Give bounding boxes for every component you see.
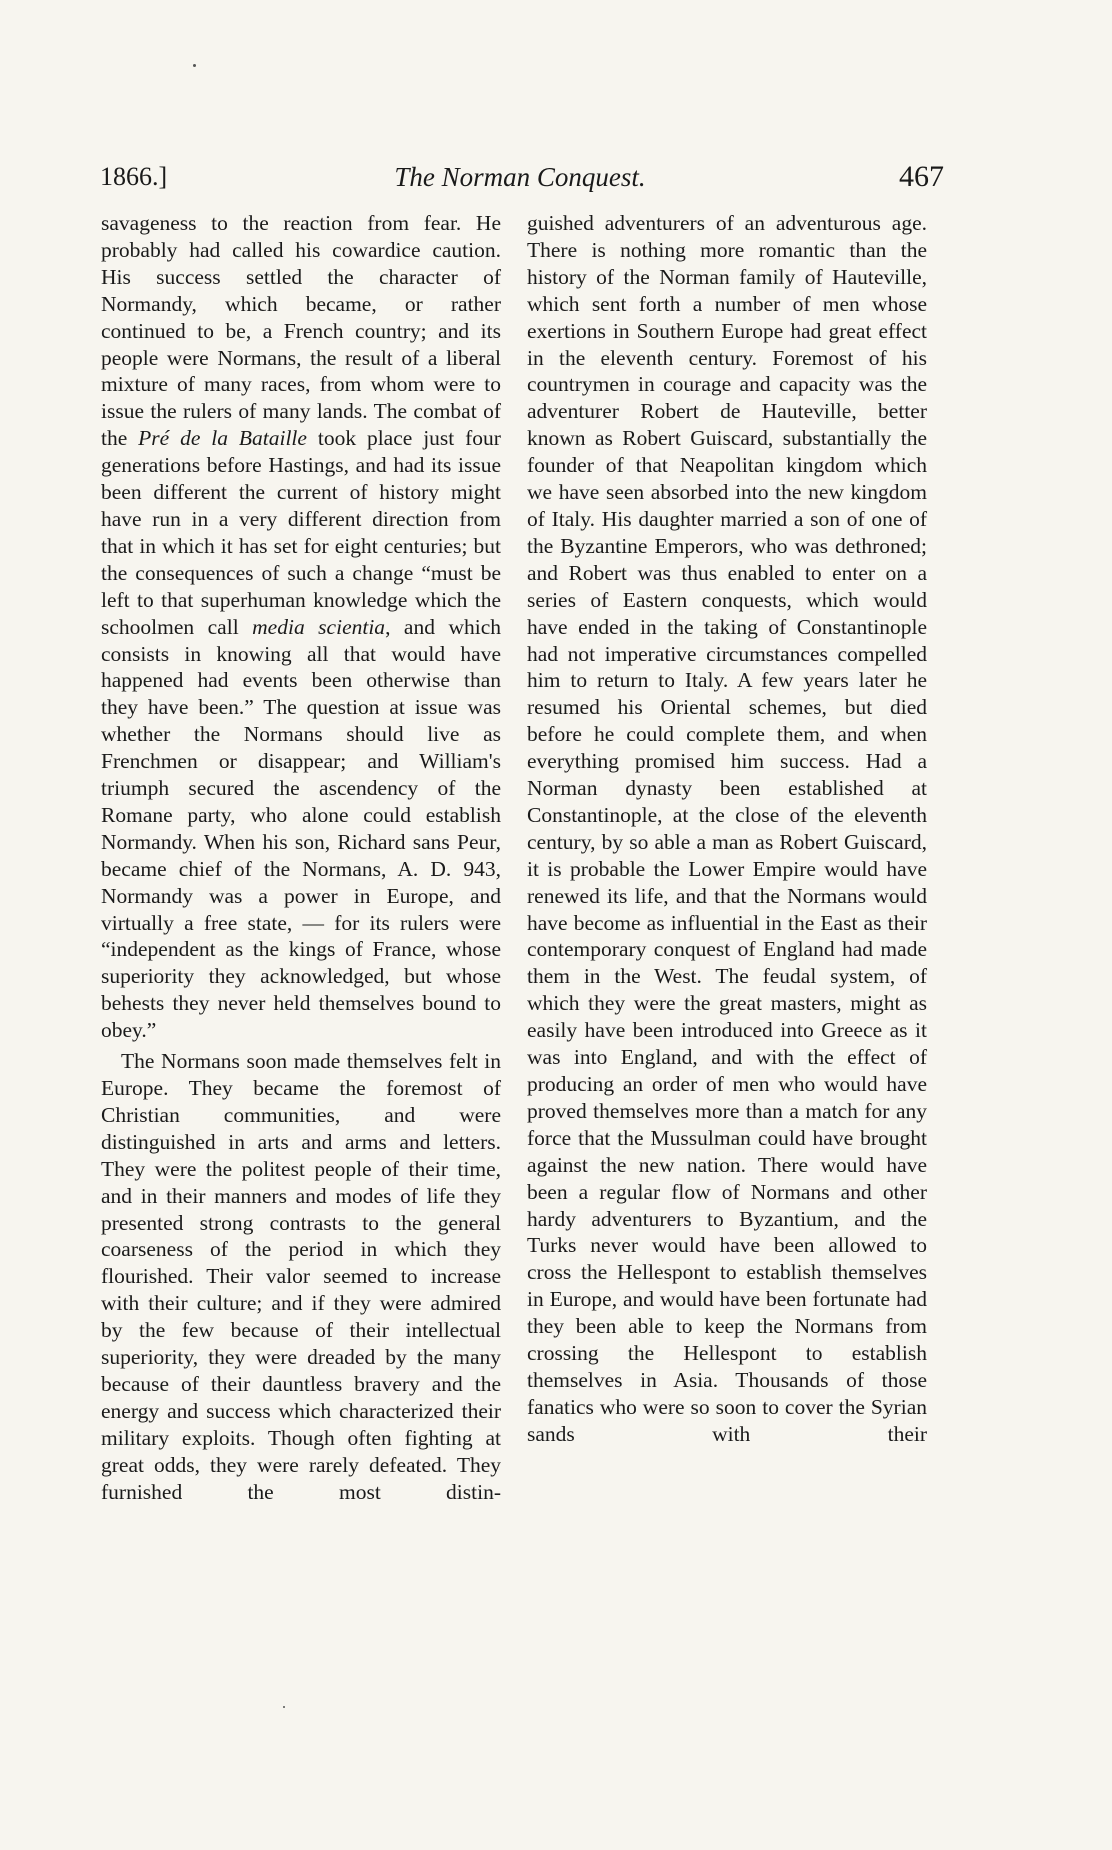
header-year: 1866.] — [100, 162, 168, 191]
right-column — [527, 210, 927, 1448]
page-number: 467 — [899, 160, 944, 193]
ink-speck — [193, 64, 196, 67]
paragraph-2 — [101, 1048, 501, 1505]
paragraph-3: guished adventurers of an adventurous age. There is nothing more romantic than the history of the Norman family of Hauteville, which sent forth a number of men whose exertions in Southern Europe had great effect in the eleventh century. Foremost of his countrymen in courage and capacity was the adventurer Robert de Hauteville, better known as Robert Guiscard, substantially the founder of that Neapolitan kingdom which we have seen absorbed into the new kingdom of Italy. His daughter married a son of one of the Byzantine Emperors, who was dethroned; and Robert was thus enabled to enter on a series of Eastern conquests, which would have ended in the taking of Constantinople had not imperative circumstances compelled him to return to Italy. A few years later he resumed his Oriental schemes, but died before he could complete them, and when everything promised him success. Had a Norman dynasty been established at Constantinople, at the close of the eleventh century, by so able a man as Robert Guiscard, it is probable the Lower Empire would have renewed its life, and that the Normans would have become as influential in the East as their contemporary conquest of England had made them in the West. The feudal system, of which they were the great masters, might as easily have been introduced into Greece as it was into England, and with the effect of producing an order of men who would have proved themselves more than a match for any force that the Mussulman could have brought against the new nation. There would have been a regular flow of Normans and other hardy adventurers to Byzantium, and the Turks never would have been allowed to cross the Hellespont to establish themselves in Europe, and would have been fortunate had they been able to keep the Normans from crossing the Hellespont to establish themselves in Asia. Thousands of those fanatics who were so soon to cover the Syrian sands with their — [527, 211, 927, 1446]
text-run: savageness to the reaction from fear. He probably had called his cowardice caution. His success settled the character of Normandy, which became, or rather continued to be, a French country; and its people were Normans, the result of a liberal mixture of many races, from whom were to issue the rulers of many lands. The combat of the — [101, 211, 501, 451]
left-column — [101, 210, 501, 1506]
paragraph-1 — [101, 210, 501, 1044]
italic-run: Pré de la Bataille — [138, 426, 307, 451]
italic-run: media scientia — [252, 614, 386, 639]
text-run: took place just four generations before Hastings, and had its issue been different the current of history might have run in a very different direction from that in which it has set for eight centuries; but the consequences of such a change “must be left to that superhuman knowledge which the schoolmen call — [101, 426, 501, 639]
ink-speck — [283, 1706, 285, 1708]
text-run: , and which consists in knowing all that would have happened had events been otherwise than they have been.” The question at issue was whether the Normans should live as Frenchmen or disappear; and William's triumph secured the ascendency of the Romane party, who alone could establish Normandy. When his son, Richard sans Peur, became chief of the Normans, A. D. 943, Normandy was a power in Europe, and virtually a free state, — for its rulers were “independent as the kings of France, whose superiority they acknowledged, but whose behests they never held themselves bound to obey.” — [101, 614, 501, 1043]
running-header — [100, 156, 944, 196]
text-run: The Normans soon made themselves felt in Europe. They became the foremost of Christian communities, and were distinguished in arts and arms and letters. They were the politest people of their time, and in their manners and modes of life they presented strong contrasts to the general coarseness of the period in which they flourished. Their valor seemed to increase with their culture; and if they were admired by the few because of their intellectual superiority, they were dreaded by the many because of their dauntless bravery and the energy and success which characterized their military exploits. Though often fighting at great odds, they were rarely defeated. They furnished the most distin- — [101, 1049, 501, 1504]
header-title: The Norman Conquest. — [394, 162, 646, 192]
